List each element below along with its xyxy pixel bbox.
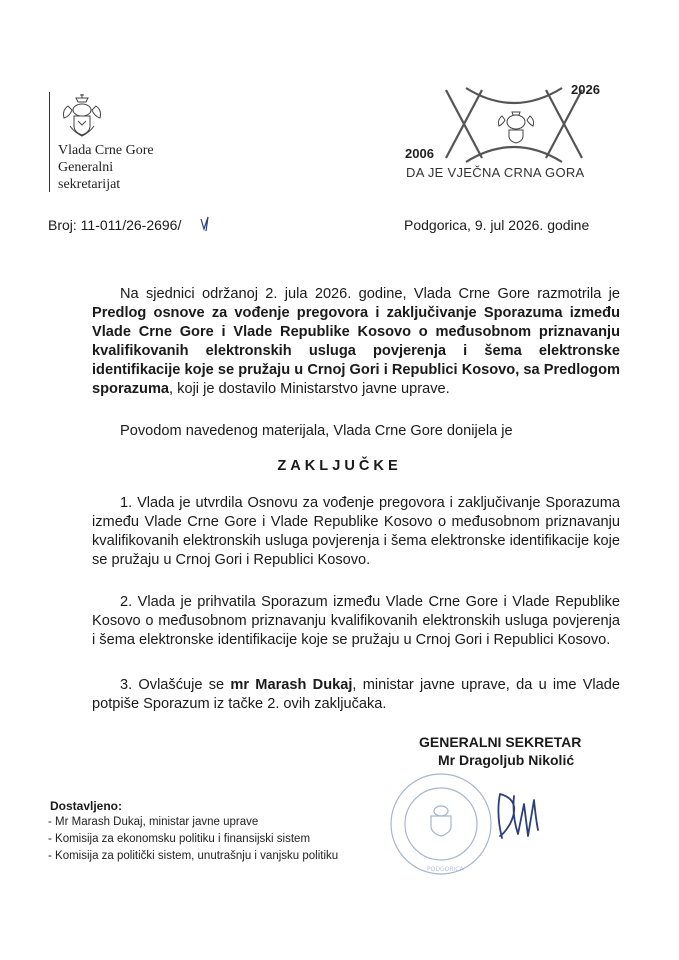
logo-slogan: DA JE VJEČNA CRNA GORA	[406, 165, 585, 180]
institution-line-1: Vlada Crne Gore	[58, 143, 154, 158]
intro-bold-subject: Predlog osnove za vođenje pregovora i zaključivanje Sporazuma između Vlade Crne Gore i Vlade Republike Kosovo o međusobnom priznavanju kvalifikovanih elektronskih usluga povjerenja i šema elektronske identifikacije koje se pružaju u Crnoj Gori i Republici Kosovo, sa Predlogom sporazuma	[92, 305, 620, 397]
intro-text-1: Na sjednici održanoj 2. jula 2026. godine, Vlada Crne Gore razmotrila je	[120, 286, 620, 302]
conclusion-3	[92, 676, 620, 714]
institution-line-2: Generalni	[58, 160, 114, 175]
header-divider	[49, 92, 50, 192]
conclusion-1: 1. Vlada je utvrdila Osnovu za vođenje pregovora i zaključivanje Sporazuma između Vlade Crne Gore i Vlade Republike Kosovo o međusobnom priznavanju kvalifikovanih elektronskih usluga povjerenja i šema elektronske identifikacije koje se pružaju u Crnoj Gori i Republici Kosovo.	[92, 495, 620, 568]
handwritten-signature	[492, 786, 558, 850]
institution-line-3: sekretarijat	[58, 177, 121, 192]
handwritten-number-suffix	[199, 211, 211, 235]
official-stamp	[371, 771, 511, 877]
distribution-item: - Komisija za politički sistem, unutrašnju i vanjsku politiku	[48, 850, 339, 862]
signatory-title: GENERALNI SEKRETAR	[419, 734, 582, 750]
svg-text:PODGORICA: PODGORICA	[427, 866, 464, 873]
logo-year-right: 2026	[571, 82, 600, 97]
document-number: Broj: 11-011/26-2696/	[48, 217, 182, 233]
conclusion-2: 2. Vlada je prihvatila Sporazum između Vlade Crne Gore i Vlade Republike Kosovo o međusobnom priznavanju kvalifikovanih elektronskih usluga povjerenja i šema elektronske identifikacije koje se pružaju u Crnoj Gori i Republici Kosovo.	[92, 594, 620, 648]
conclusion-3-bold-name: mr Marash Dukaj	[230, 677, 353, 693]
coat-of-arms-icon	[60, 92, 104, 138]
conclusion-3-text-2: , ministar javne uprave, da u ime Vlade potpiše Sporazum iz tačke 2. ovih zaključaka.	[92, 677, 621, 712]
decision-lead-paragraph: Povodom navedenog materijala, Vlada Crne Gore donijela je	[120, 423, 513, 439]
document-date: Podgorica, 9. jul 2026. godine	[404, 217, 590, 233]
distribution-label: Dostavljeno:	[50, 799, 123, 813]
signatory-name: Mr Dragoljub Nikolić	[438, 752, 575, 768]
distribution-item: - Komisija za ekonomsku politiku i finansijski sistem	[48, 833, 311, 845]
conclusions-heading: ZAKLJUČKE	[277, 458, 402, 474]
intro-text-2: , koji je dostavilo Ministarstvo javne uprave.	[169, 381, 450, 397]
logo-year-left: 2006	[405, 146, 434, 161]
conclusion-3-text-1: 3. Ovlašćuje se	[120, 677, 231, 693]
intro-paragraph	[92, 285, 620, 399]
distribution-item: - Mr Marash Dukaj, ministar javne uprave	[48, 816, 259, 828]
